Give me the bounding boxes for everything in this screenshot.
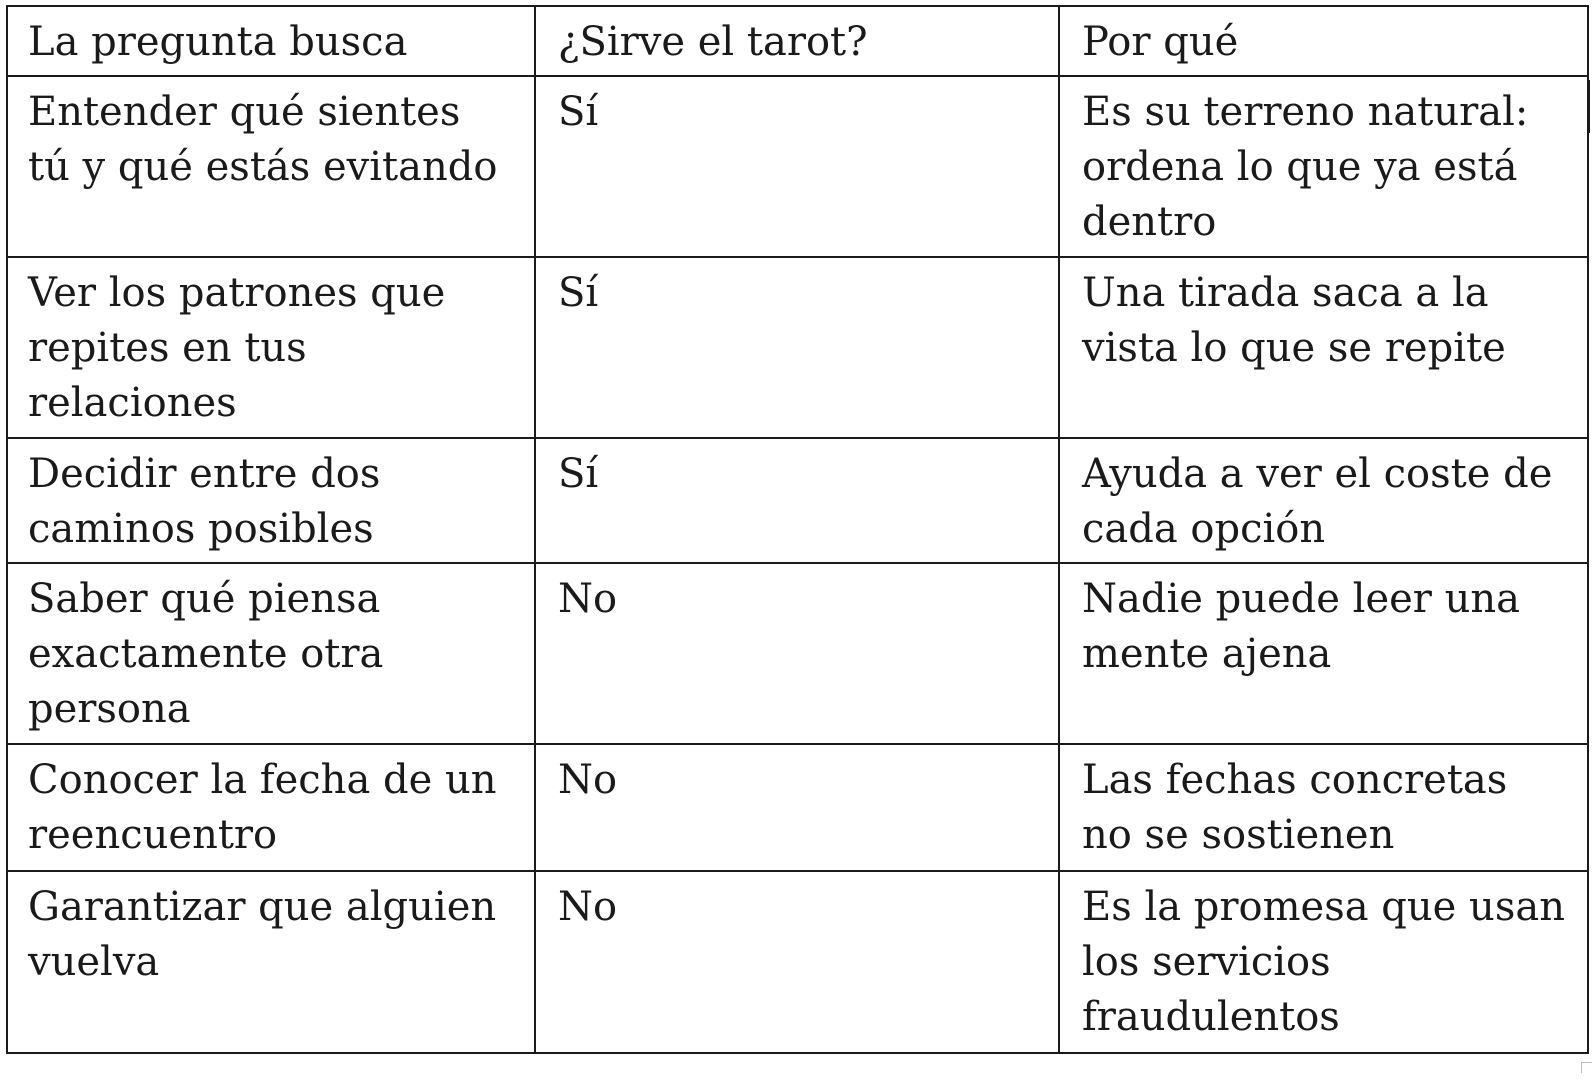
table-header-row: [7, 6, 1588, 76]
table-row: [7, 438, 1588, 563]
cell-question: Decidir entre dos caminos posibles: [7, 438, 535, 563]
cell-question: Conocer la fecha de un reencuentro: [7, 744, 535, 871]
cell-reason: Es la promesa que usan los servicios fraudulentos: [1059, 871, 1588, 1053]
cell-reason: Las fechas concretas no se sostienen: [1059, 744, 1588, 871]
cell-usefulness: Sí: [535, 76, 1059, 257]
text-cursor: [1588, 80, 1590, 133]
cell-question: Saber qué piensa exactamente otra persona: [7, 563, 535, 744]
cell-question: Entender qué sientes tú y qué estás evitando: [7, 76, 535, 257]
cell-usefulness: No: [535, 744, 1059, 871]
cell-question: Garantizar que alguien vuelva: [7, 871, 535, 1053]
header-cell-question: La pregunta busca: [7, 6, 535, 76]
table-row: [7, 76, 1588, 257]
cell-usefulness: No: [535, 871, 1059, 1053]
cell-usefulness: Sí: [535, 438, 1059, 563]
header-cell-reason: Por qué: [1059, 6, 1588, 76]
cell-usefulness: Sí: [535, 257, 1059, 438]
cell-question: Ver los patrones que repites en tus relaciones: [7, 257, 535, 438]
cell-usefulness: No: [535, 563, 1059, 744]
header-cell-usefulness: ¿Sirve el tarot?: [535, 6, 1059, 76]
cell-reason: Ayuda a ver el coste de cada opción: [1059, 438, 1588, 563]
cell-reason: Nadie puede leer una mente ajena: [1059, 563, 1588, 744]
table-row: [7, 257, 1588, 438]
tarot-usefulness-table: [6, 5, 1589, 1054]
table-row: [7, 744, 1588, 871]
page-margin-marker: [1581, 1062, 1592, 1073]
cell-reason: Es su terreno natural: ordena lo que ya está dentro: [1059, 76, 1588, 257]
cell-reason: Una tirada saca a la vista lo que se repite: [1059, 257, 1588, 438]
table-row: [7, 871, 1588, 1053]
table-row: [7, 563, 1588, 744]
